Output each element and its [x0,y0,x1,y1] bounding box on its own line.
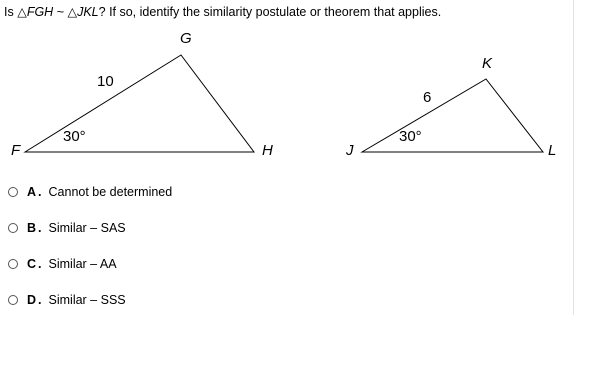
vertex-label-f: F [11,142,21,159]
choice-letter: A [27,185,37,199]
similar-symbol: ~ [53,5,68,19]
radio-button[interactable] [8,187,18,197]
vertex-label-k: K [482,55,493,72]
angle-label-f: 30° [63,128,86,145]
radio-button[interactable] [8,259,18,269]
vertex-label-h: H [262,142,273,159]
choice-text: Similar – SSS [48,293,126,307]
angle-label-j: 30° [399,128,422,145]
choice-letter: B [27,221,37,235]
vertex-label-j: J [346,142,354,159]
radio-button[interactable] [8,295,18,305]
radio-button[interactable] [8,223,18,233]
choice-letter: D [27,293,37,307]
triangles-figure [0,0,601,180]
triangle-symbol-icon: △ [17,5,27,19]
question-suffix: ? If so, identify the similarity postulate or theorem that applies. [98,5,442,19]
choice-letter: C [27,257,37,271]
triangle-jkl [362,79,543,152]
choice-b[interactable]: B . Similar – SAS [8,221,126,235]
triangle-symbol-icon: △ [67,5,78,19]
choice-text: Similar – SAS [48,221,126,235]
choice-c[interactable]: C . Similar – AA [8,257,117,271]
choice-text: Similar – AA [48,257,117,271]
choice-d[interactable]: D . Similar – SSS [8,293,126,307]
vertex-label-g: G [180,30,192,47]
side-length-label-fg: 10 [97,73,114,90]
question-prefix: Is [4,5,18,19]
triangle-fgh [25,55,254,152]
choice-a[interactable]: A . Cannot be determined [8,185,172,199]
triangle-name-jkl: JKL [77,5,99,19]
side-length-label-jk: 6 [423,89,432,106]
choice-text: Cannot be determined [48,185,173,199]
triangle-name-fgh: FGH [26,5,54,19]
vertex-label-l: L [548,142,557,159]
